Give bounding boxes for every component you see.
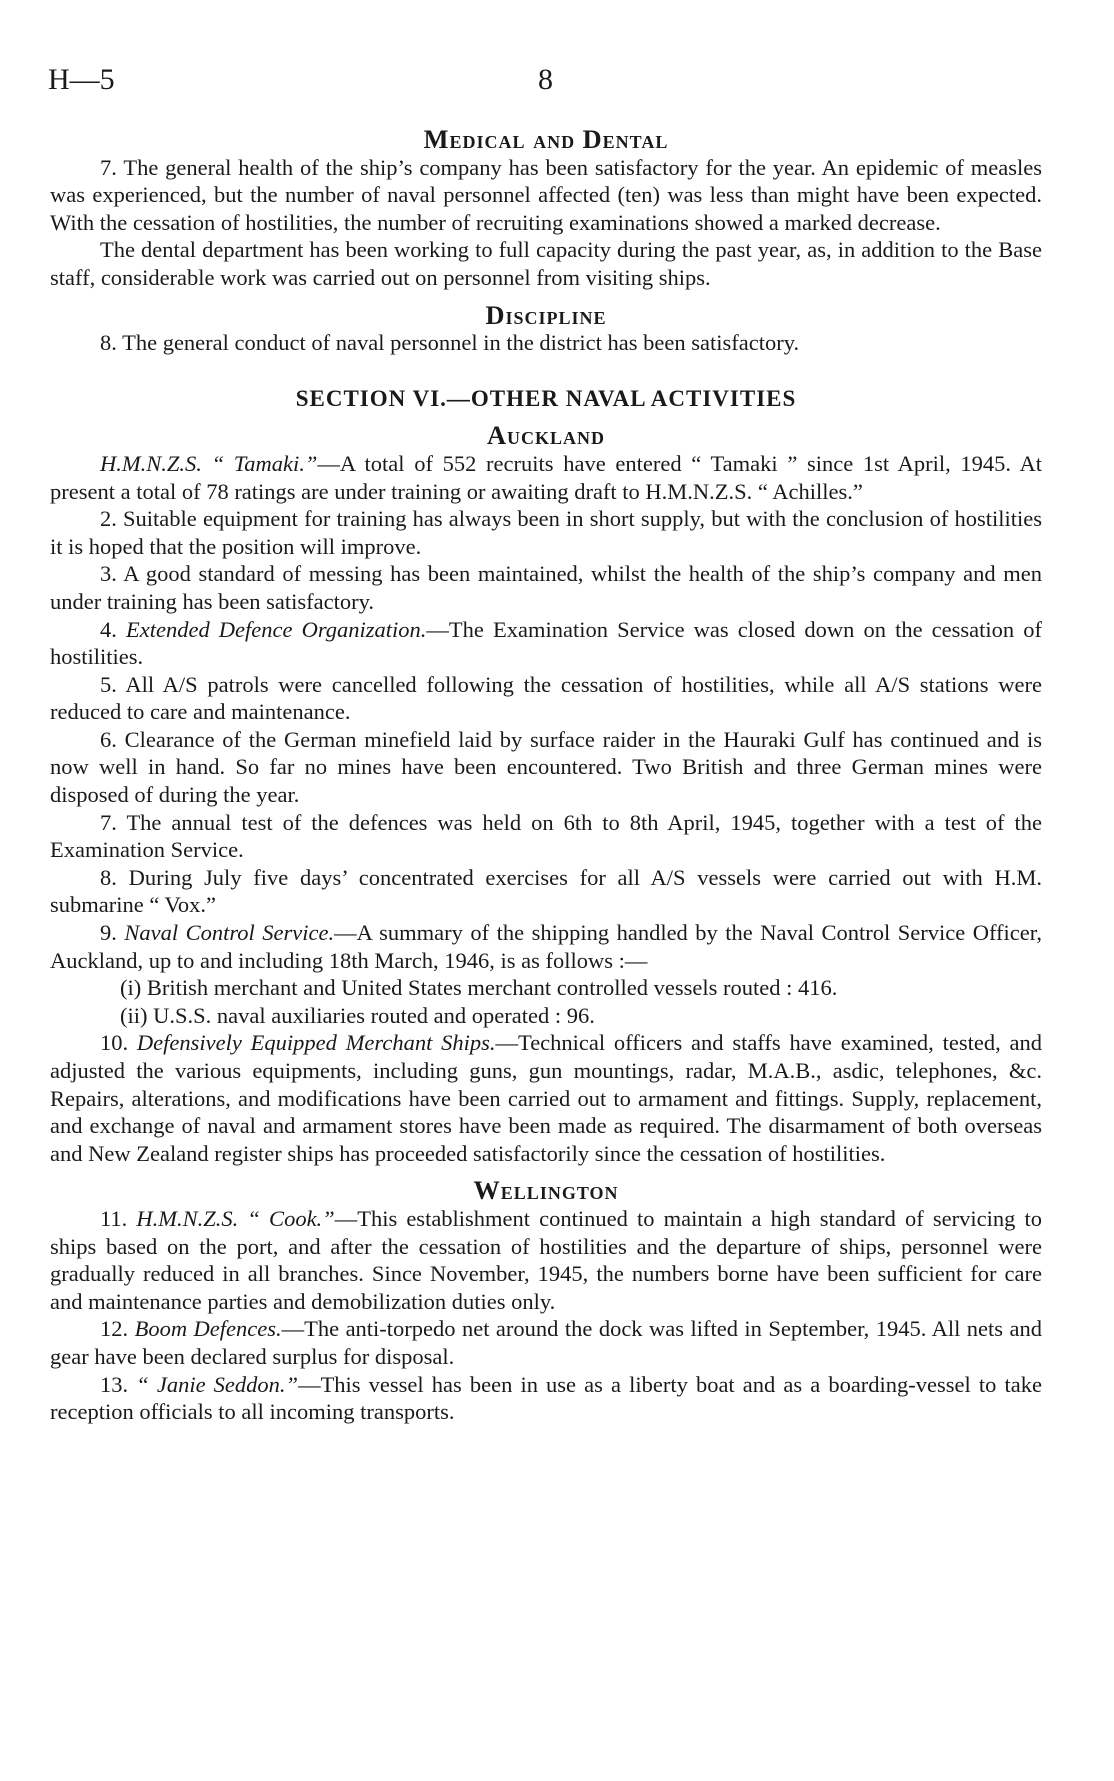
paragraph-3: 3. A good standard of messing has been maintained, whilst the health of the ship’s company and men under training has been satisfactory.: [50, 561, 1042, 614]
paragraph-10-number: 10.: [100, 1030, 137, 1056]
paragraph-12-number: 12.: [100, 1316, 135, 1342]
paragraph-7-medical: 7. The general health of the ship’s company has been satisfactory for the year. An epidemic of measles was experienced, but the number of naval personnel affected (ten) was less than might have been expected. With the cessation of hostilities, the number of recruiting examinations showed a marked decrease.: [50, 154, 1042, 235]
paragraph-11-number: 11.: [100, 1205, 137, 1231]
paragraph-4-title: Extended Defence Organization.: [125, 616, 427, 642]
paragraph-11-text: —This establishment continued to maintain a high standard of servicing to ships based on the port, and after the cessation of hostilities and the departure of ships, personnel were gradually reduced in all branches. Since November, 1945, the numbers borne have been sufficient for care and maintenance parties and demobilization duties only.: [50, 1205, 1042, 1314]
paragraph-dental: The dental department has been working to full capacity during the past year, as, in addition to the Base staff, considerable work was carried out on personnel from visiting ships.: [50, 237, 1042, 290]
paragraph-10-text: —Technical officers and staffs have examined, tested, and adjusted the various equipments, including guns, gun mountings, radar, M.A.B., asdic, telephones, &c. Repairs, alterations, and modifications have been carried out to armament and fittings. Supply, replacement, and exchange of naval and armament stores have been made as required. The disarmament of both overseas and New Zealand register ships has proceeded satisfactorily since the cessation of hostilities.: [50, 1030, 1042, 1166]
paragraph-4-text: —The Examination Service was closed down on the cessation of hostilities.: [50, 616, 1042, 670]
heading-medical-dental: Medical and Dental: [423, 125, 669, 154]
ship-name-tamaki: H.M.N.Z.S. “ Tamaki.”: [100, 450, 318, 476]
paragraph-5: 5. All A/S patrols were cancelled following the cessation of hostilities, while all A/S stations were reduced to care and maintenance.: [50, 671, 1042, 725]
paragraph-10: [50, 1029, 1042, 1167]
paragraph-10-title: Defensively Equipped Merchant Ships.: [136, 1030, 496, 1056]
paragraph-7: 7. The annual test of the defences was held on 6th to 8th April, 1945, together with a test of the Examination Service.: [50, 809, 1042, 863]
paragraph-9: [50, 919, 1042, 974]
paragraph-12-text: —The anti-torpedo net around the dock was lifted in September, 1945. All nets and gear have been declared surplus for disposal.: [50, 1316, 1043, 1369]
heading-wellington: Wellington: [473, 1176, 619, 1206]
paragraph-13-text: —This vessel has been in use as a liberty boat and as a boarding-vessel to take reception officials to all incoming transports.: [50, 1371, 1042, 1425]
heading-discipline: Discipline: [485, 300, 607, 330]
list-item: (ii) U.S.S. naval auxiliaries routed and operated : 96.: [120, 1002, 595, 1028]
paragraph-13-title: “ Janie Seddon.”: [136, 1371, 299, 1397]
list-item: (i) British merchant and United States merchant controlled vessels routed : 416.: [120, 975, 838, 1001]
paragraph-11: [50, 1205, 1042, 1315]
document-code: H—5: [48, 63, 115, 96]
section-title: SECTION VI.—OTHER NAVAL ACTIVITIES: [295, 385, 797, 411]
paragraph-4-number: 4.: [100, 616, 126, 642]
paragraph-12: [50, 1315, 1042, 1370]
paragraph-8-discipline: 8. The general conduct of naval personnel in the district has been satisfactory.: [100, 330, 800, 356]
paragraph-9-text: —A summary of the shipping handled by the Naval Control Service Officer, Auckland, up to and including 18th March, 1946, is as follows :—: [50, 920, 1042, 973]
paragraph-1-text: —A total of 552 recruits have entered “ Tamaki ” since 1st April, 1945. At present a total of 78 ratings are under training or awaiting draft to H.M.N.Z.S. “ Achilles.”: [50, 450, 1042, 504]
paragraph-8: 8. During July five days’ concentrated exercises for all A/S vessels were carried out with H.M. submarine “ Vox.”: [50, 864, 1042, 918]
paragraph-2: 2. Suitable equipment for training has always been in short supply, but with the conclusion of hostilities it is hoped that the position will improve.: [50, 506, 1042, 559]
heading-auckland: Auckland: [486, 421, 605, 451]
paragraph-9-number: 9.: [100, 920, 125, 946]
paragraph-12-title: Boom Defences.: [134, 1316, 282, 1342]
paragraph-6: 6. Clearance of the German minefield laid by surface raider in the Hauraki Gulf has continued and is now well in hand. So far no mines have been encountered. Two British and three German mines were disposed of during the year.: [50, 726, 1042, 808]
document-body: [50, 126, 1042, 1426]
page-number: 8: [538, 63, 553, 96]
paragraph-4: [50, 616, 1042, 671]
paragraph-9-title: Naval Control Service.: [124, 920, 335, 946]
paragraph-1-tamaki: [50, 450, 1042, 505]
paragraph-11-title: H.M.N.Z.S. “ Cook.”: [136, 1205, 335, 1231]
paragraph-13-number: 13.: [100, 1371, 137, 1397]
paragraph-13: [50, 1371, 1042, 1426]
shipping-summary-list: [50, 974, 1042, 1029]
